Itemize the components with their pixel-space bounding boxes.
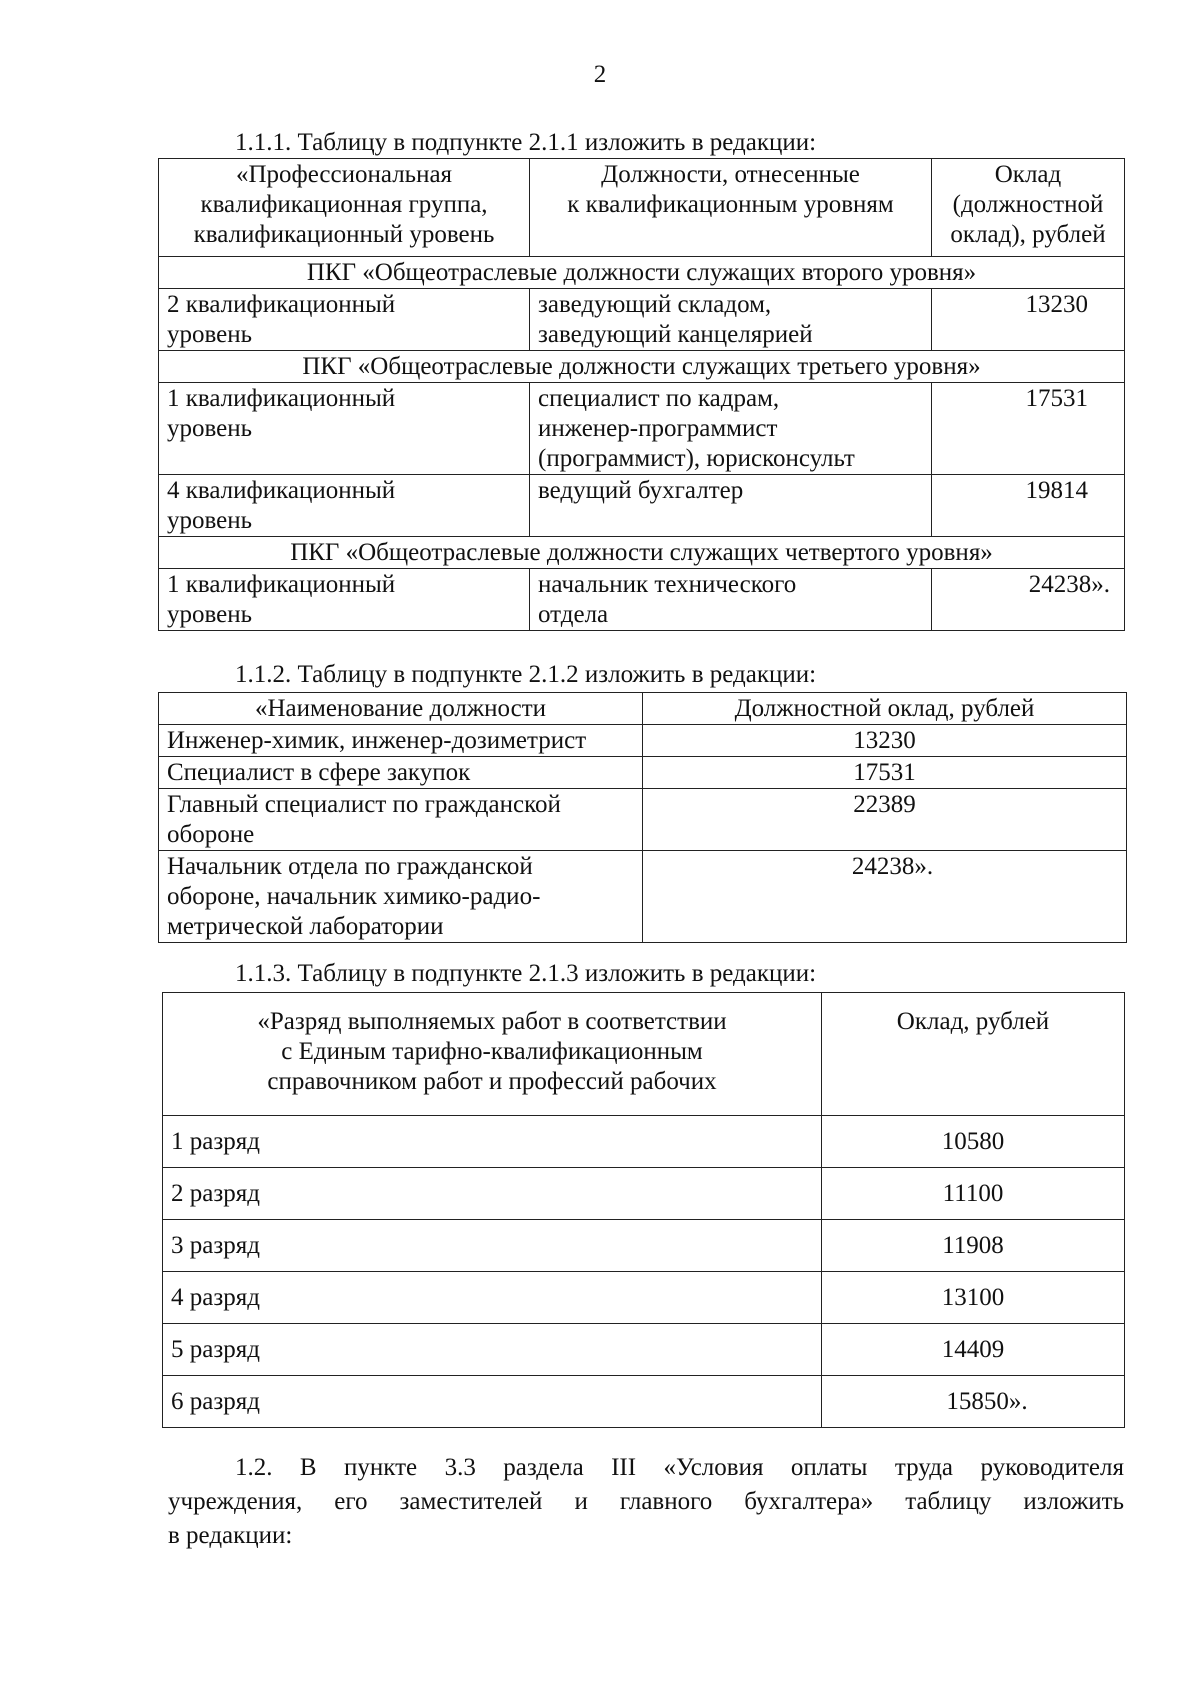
table-row xyxy=(163,1376,1125,1428)
table-row xyxy=(159,851,1127,943)
level-cell: 4 квалификационный уровень xyxy=(159,475,530,537)
positions-cell: ведущий бухгалтер xyxy=(530,475,932,537)
grade-cell: 4 разряд xyxy=(163,1272,822,1324)
salary-cell: 24238». xyxy=(643,851,1127,943)
position-name-cell: Главный специалист по гражданской обороне xyxy=(159,789,643,851)
table-row xyxy=(159,383,1125,475)
salary-cell: 13100 xyxy=(822,1272,1125,1324)
table-row xyxy=(159,475,1125,537)
table-row xyxy=(163,1220,1125,1272)
header-work-grade: «Разряд выполняемых работ в соответствии с Единым тарифно-квалификационным справочником работ и профессий рабочих xyxy=(163,993,822,1116)
salary-cell: 10580 xyxy=(822,1116,1125,1168)
header-salary: Оклад (должностной оклад), рублей xyxy=(932,159,1125,257)
level-cell: 1 квалификационный уровень xyxy=(159,383,530,475)
group-title-row xyxy=(159,537,1125,569)
level-cell: 1 квалификационный уровень xyxy=(159,569,530,631)
level-cell: 2 квалификационный уровень xyxy=(159,289,530,351)
group-title-row xyxy=(159,351,1125,383)
table-header-row xyxy=(159,159,1125,257)
header-position-name: «Наименование должности xyxy=(159,693,643,725)
table-1-1-2 xyxy=(158,692,1127,943)
table-header-row xyxy=(163,993,1125,1116)
table-row xyxy=(159,569,1125,631)
salary-cell: 14409 xyxy=(822,1324,1125,1376)
grade-cell: 1 разряд xyxy=(163,1116,822,1168)
position-name-cell: Инженер-химик, инженер-дозиметрист xyxy=(159,725,643,757)
section-1-1-2-intro: 1.1.2. Таблицу в подпункте 2.1.2 изложить в редакции: xyxy=(235,661,817,688)
table-row xyxy=(159,725,1127,757)
paragraph-line: 1.2. В пункте 3.3 раздела III «Условия оплаты труда руководителя xyxy=(235,1454,1124,1481)
positions-cell: начальник технического отдела xyxy=(530,569,932,631)
salary-cell: 11100 xyxy=(822,1168,1125,1220)
table-row xyxy=(159,789,1127,851)
section-1-1-3-intro: 1.1.3. Таблицу в подпункте 2.1.3 изложить в редакции: xyxy=(235,960,817,987)
section-1-2-paragraph xyxy=(168,1451,1124,1553)
group-title: ПКГ «Общеотраслевые должности служащих четвертого уровня» xyxy=(159,537,1125,569)
section-1-1-1-intro: 1.1.1. Таблицу в подпункте 2.1.1 изложить в редакции: xyxy=(235,129,817,156)
group-title: ПКГ «Общеотраслевые должности служащих второго уровня» xyxy=(159,257,1125,289)
salary-cell: 19814 xyxy=(932,475,1125,537)
salary-cell: 17531 xyxy=(643,757,1127,789)
grade-cell: 2 разряд xyxy=(163,1168,822,1220)
position-name-cell: Начальник отдела по гражданской обороне, начальник химико-радио- метрической лаборатории xyxy=(159,851,643,943)
salary-cell: 24238». xyxy=(932,569,1125,631)
salary-cell: 11908 xyxy=(822,1220,1125,1272)
group-title-row xyxy=(159,257,1125,289)
grade-cell: 3 разряд xyxy=(163,1220,822,1272)
paragraph-line: в редакции: xyxy=(168,1522,293,1549)
table-row xyxy=(163,1168,1125,1220)
grade-cell: 6 разряд xyxy=(163,1376,822,1428)
positions-cell: заведующий складом, заведующий канцелярией xyxy=(530,289,932,351)
table-row xyxy=(159,289,1125,351)
header-qualification-group: «Профессиональная квалификационная группа, квалификационный уровень xyxy=(159,159,530,257)
group-title: ПКГ «Общеотраслевые должности служащих третьего уровня» xyxy=(159,351,1125,383)
header-salary: Должностной оклад, рублей xyxy=(643,693,1127,725)
table-row xyxy=(163,1324,1125,1376)
table-header-row xyxy=(159,693,1127,725)
grade-cell: 5 разряд xyxy=(163,1324,822,1376)
table-1-1-3 xyxy=(162,992,1125,1428)
salary-cell: 13230 xyxy=(643,725,1127,757)
table-row xyxy=(163,1116,1125,1168)
table-row xyxy=(163,1272,1125,1324)
table-row xyxy=(159,757,1127,789)
positions-cell: специалист по кадрам, инженер-программист (программист), юрисконсульт xyxy=(530,383,932,475)
salary-cell: 13230 xyxy=(932,289,1125,351)
position-name-cell: Специалист в сфере закупок xyxy=(159,757,643,789)
salary-cell: 15850». xyxy=(822,1376,1125,1428)
paragraph-line: учреждения, его заместителей и главного бухгалтера» таблицу изложить xyxy=(168,1488,1124,1515)
header-salary: Оклад, рублей xyxy=(822,993,1125,1116)
page-number: 2 xyxy=(593,61,607,88)
salary-cell: 17531 xyxy=(932,383,1125,475)
table-1-1-1 xyxy=(158,158,1125,631)
header-positions: Должности, отнесенные к квалификационным уровням xyxy=(530,159,932,257)
salary-cell: 22389 xyxy=(643,789,1127,851)
